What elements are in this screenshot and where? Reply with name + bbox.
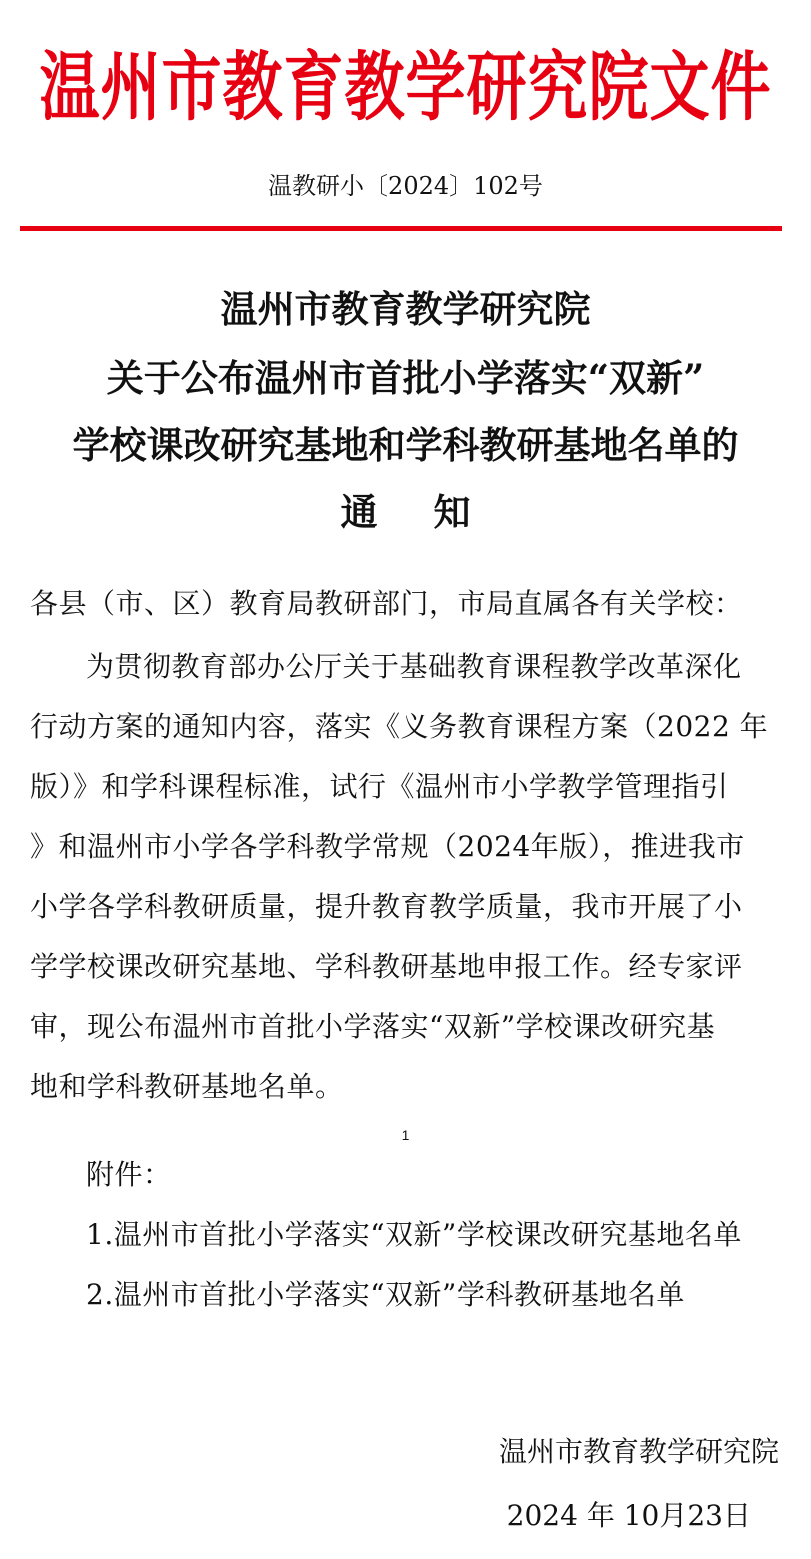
title-line-1: 温州市教育教学研究院 [220, 287, 591, 331]
paragraph-line: 行动方案的通知内容，落实《义务教育课程方案（2022 年 [30, 710, 769, 743]
paragraph-line: 审，现公布温州市首批小学落实“双新”学校课改研究基 [30, 1010, 716, 1043]
title-line-2: 关于公布温州市首批小学落实“双新” [106, 356, 705, 400]
issuer-masthead: 温州市教育教学研究院文件 [39, 44, 772, 132]
signature-date: 2024 年 10月23日 [506, 1499, 751, 1532]
paragraph-line: 为贯彻教育部办公厅关于基础教育课程教学改革深化 [86, 650, 742, 683]
paragraph-line: 小学各学科教研质量，提升教育教学质量，我市开展了小 [30, 890, 743, 923]
paragraph-line: 学学校课改研究基地、学科教研基地申报工作。经专家评 [30, 950, 743, 983]
attachment-item: 2.温州市首批小学落实“双新”学科教研基地名单 [86, 1278, 685, 1311]
red-divider [20, 226, 782, 231]
paragraph-line: 地和学科教研基地名单。 [30, 1070, 344, 1103]
attachments-label: 附件： [86, 1158, 172, 1191]
attachment-item: 1.温州市首批小学落实“双新”学校课改研究基地名单 [86, 1218, 742, 1251]
paragraph-line: 版）》和学科课程标准，试行《温州市小学教学管理指引 [30, 770, 729, 803]
title-line-4: 通知 [340, 490, 527, 534]
title-line-3: 学校课改研究基地和学科教研基地名单的 [72, 423, 739, 467]
signature-organization: 温州市教育教学研究院 [498, 1435, 779, 1468]
page-number: 1 [401, 1127, 410, 1143]
document-number: 温教研小〔2024〕102号 [268, 172, 543, 200]
paragraph-line: 》和温州市小学各学科教学常规（2024年版），推进我市 [30, 830, 745, 863]
salutation: 各县（市、区）教育局教研部门，市局直属各有关学校： [30, 587, 743, 620]
